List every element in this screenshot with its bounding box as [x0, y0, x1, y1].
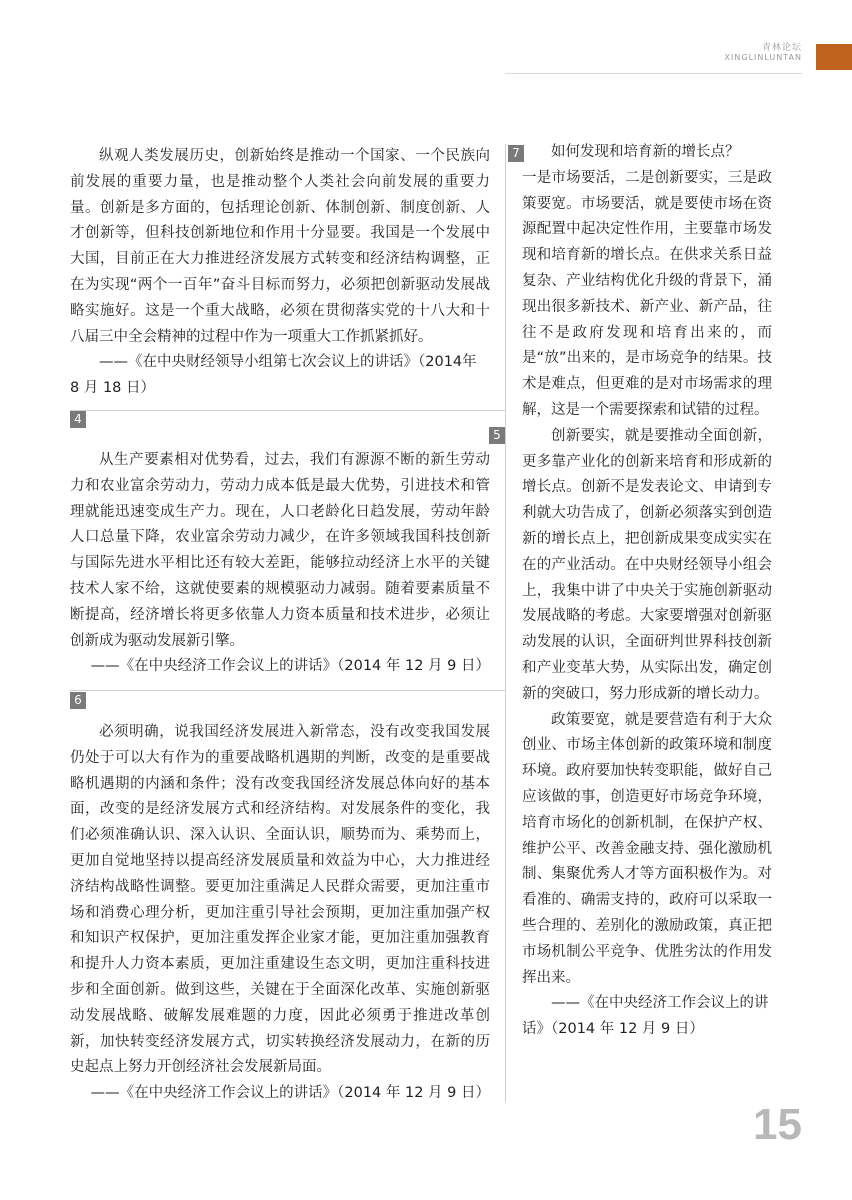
- running-header: [725, 44, 802, 63]
- section-4-source: ——《在中央经济工作会议上的讲话》（2014 年 12 月 9 日）: [90, 658, 490, 675]
- section-4-body: 从生产要素相对优势看，过去，我们有源源不断的新生劳动力和农业富余劳动力，劳动力成本低是最大优势，引进技术和管理就能迅速变成生产力。现在，人口老龄化日趋发展，劳动年龄人口总量下降，农业富余劳动力减少，在许多领域我国科技创新与国际先进水平相比还有较大差距，能够拉动经济上水平的关键技术人家不给，这就使要素的规模驱动力减弱。随着要素质量不断提高，经济增长将更多依靠人力资本质量和技术进步，必须让创新成为驱动发展新引擎。: [70, 452, 490, 649]
- section-6-body: 必须明确，说我国经济发展进入新常态，没有改变我国发展仍处于可以大有作为的重要战略机遇期的判断，改变的是重要战略机遇期的内涵和条件；没有改变我国经济发展总体向好的基本面，改变的是经济发展方式和经济结构。对发展条件的变化，我们必须准确认识、深入认识、全面认识，顺势而为、乘势而上，更加自觉地坚持以提高经济发展质量和效益为中心，大力推进经济结构战略性调整。要更加注重满足人民群众需要，更加注重市场和消费心理分析，更加注重引导社会预期，更加注重加强产权和知识产权保护，更加注重发挥企业家才能，更加注重加强教育和提升人力资本素质，更加注重建设生态文明，更加注重科技进步和全面创新。做到这些，关键在于全面深化改革、实施创新驱动发展战略、破解发展难题的力度，因此必须勇于推进改革创新，加快转变经济发展方式，切实转换经济发展动力，在新的历史起点上努力开创经济社会发展新局面。: [70, 724, 490, 1076]
- header-rule: [505, 73, 802, 74]
- section-7-paragraph-1: 一是市场要活，二是创新要实，三是政策要宽。市场要活，就是要使市场在资源配置中起决定性作用，主要靠市场发现和培育新的增长点。在供求关系日益复杂、产业结构优化升级的背景下，涌现出很多新技术、新产业、新产品，往往不是政府发现和培育出来的，而是“放”出来的，是市场竞争的结果。技术是难点，但更难的是对市场需求的理解，这是一个需要探索和试错的过程。: [522, 169, 772, 418]
- section-1-body: 纵观人类发展历史，创新始终是推动一个国家、一个民族向前发展的重要力量，也是推动整个人类社会向前发展的重要力量。创新是多方面的，包括理论创新、体制创新、制度创新、人才创新等，但科技创新地位和作用十分显要。我国是一个发展中大国，目前正在大力推进经济发展方式转变和经济结构调整，正在为实现“两个一百年”奋斗目标而努力，必须把创新驱动发展战略实施好。这是一个重大战略，必须在贯彻落实党的十八大和十八届三中全会精神的过程中作为一项重大工作抓紧抓好。: [70, 148, 490, 345]
- section-7: [522, 140, 772, 1043]
- section-6: [70, 720, 490, 1107]
- section-4-number: 4: [70, 411, 86, 428]
- section-7-source: ——《在中央经济工作会议上的讲话》（2014 年 12 月 9 日）: [522, 995, 769, 1038]
- section-7-number: 7: [508, 145, 524, 162]
- section-4: [70, 448, 490, 680]
- header-title-cn: 青林论坛: [761, 43, 802, 53]
- section-5-number: 5: [489, 427, 505, 444]
- section-6-number: 6: [70, 692, 86, 709]
- section-7-paragraph-3: 政策要宽，就是要营造有利于大众创业、市场主体创新的政策环境和制度环境。政府要加快转变职能，做好自己应该做的事，创造更好市场竞争环境，培育市场化的创新机制，在保护产权、维护公平、改善金融支持、强化激励机制、集聚优秀人才等方面积极作为。对看准的、确需支持的，政府可以采取一些合理的、差别化的激励政策，真正把市场机制公平竞争、优胜劣汰的作用发挥出来。: [522, 711, 772, 986]
- page-number: 15: [753, 1100, 802, 1149]
- section-1: [70, 144, 490, 402]
- section-7-question: 如何发现和培育新的增长点？: [551, 144, 740, 160]
- section-4-rule: [70, 410, 505, 411]
- section-1-source: ——《在中央财经领导小组第七次会议上的讲话》（2014年 8 月 18 日）: [70, 354, 477, 397]
- section-6-rule: [70, 690, 505, 691]
- column-divider: [505, 144, 506, 1102]
- header-color-tab: [816, 44, 852, 70]
- section-6-source: ——《在中央经济工作会议上的讲话》（2014 年 12 月 9 日）: [90, 1085, 490, 1102]
- header-title-en: XINGLINLUNTAN: [724, 52, 802, 62]
- section-7-paragraph-2: 创新要实，就是要推动全面创新，更多靠产业化的创新来培育和形成新的增长点。创新不是发表论文、申请到专利就大功告成了，创新必须落实到创造新的增长点上，把创新成果变成实实在在的产业活动。在中央财经领导小组会上，我集中讲了中央关于实施创新驱动发展战略的考虑。大家要增强对创新驱动发展的认识，全面研判世界科技创新和产业变革大势，从实际出发，确定创新的突破口，努力形成新的增长动力。: [522, 427, 772, 702]
